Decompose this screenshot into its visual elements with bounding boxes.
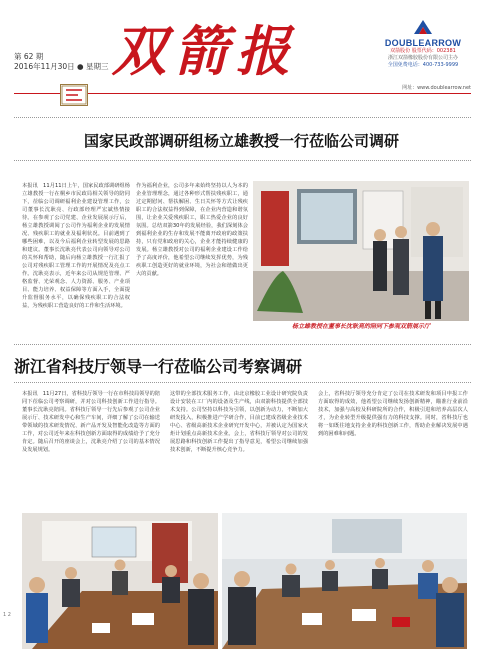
issue-date: 2016年11月30日 ● 星期三 [14,62,109,71]
article2-headline-rule [14,382,471,383]
article2-headline: 浙江省科技厅领导一行莅临公司考察调研 [14,357,303,376]
column-logo-icon [60,84,88,106]
article1-photo-caption: 杨立雄教授在董事长沈耿亮的陪同下参观双箭展示厅 [253,321,469,333]
article1-headline: 国家民政部调研组杨立雄教授一行莅临公司调研 [83,132,399,150]
page-side-mark: 1 2 [3,612,11,618]
article1-column2: 作为福利企业，公司多年来始终坚持以人为本的企业管理理念，通过各种形式帮扶残疾职工，通过定期慰问、帮扶解困、生日关怀等方式让残疾职工的合法权益得到保障，在企业内营造和谐氛围，让企业关爱残疾职工，职工热爱企业的良好氛围。总结双箭30年的发展经验，我们深刻体会到福利企业的生存和发展不能离开政府的政策扶持，只有党和政府的关心，企业才能持续健康的发展。杨立雄教授对公司的福利企业建设工作给予了高度评价，他希望公司继续发挥优势，为残疾职工创造更好的就业环境，为社会和谐做出更大的贡献。 [136,183,248,277]
article2-column1: 本报讯 11月27日，省科技厅领导一行在市科技局领导的陪同下莅临公司考察调研，并对公司科技创新工作进行指导。董事长沈耿亮陪同。省科技厅领导一行先后参观了公司企业展示厅、技术研发中心和生产车间，详细了解了公司在输送带领域的技术研发情况、新产品开发及智能化改造等方面的工作，对公司近年来在科技创新方面取得的成绩给予了充分肯定。随后召开的座谈会上，沈耿亮介绍了公司的基本情况及发展规划。 [22,391,160,453]
brand-line-host: 浙江双箭橡胶股份有限公司主办 [387,55,458,61]
brand-name: DOUBLEARROW [384,38,462,48]
masthead [0,0,483,100]
brand-block [375,18,471,69]
article2-photo-left [22,513,218,649]
article1-headline-rule [14,160,471,161]
brand-line-phone: 全国免费电话：400-733-9999 [387,62,459,68]
double-arrow-logo-icon [412,18,434,36]
section-divider-middle [14,344,471,345]
issue-number: 第 62 期 [14,52,44,61]
brand-line-stock: 双箭股份 股票代码：002381 [390,48,456,54]
website-url: 网址：www.doublearrow.net [402,85,471,91]
article1-column1: 本报讯 11月11日上午，国家民政部调研组杨立雄教授一行在桐乡市民政局相关领导的陪同下，莅临公司调研福利企业建设管理工作，公司董事长沈耿亮、行政部经理严宏斌热情接待。在参观了公司党建、企业发展展示厅后，杨立雄教授调阅了公司作为福利企业的发展情况、残疾职工的就业及福利状况。目前遇到了哪些困难，以及今后福利企业转型发展的思路和建议。董事长沈耿亮代表公司向领导对公司的关怀和帮助，随后向杨立雄教授一行汇报了公司对残疾职工管理工作的开展情况及亮点工作。沈耿亮表示，近年来公司从规范管理、严格监督、光荣观念、人力资源、服务、产业项目、能力培养、权益保障等方面入手，全面提升监督服务水平，以确保残疾职工的合法权益，为残疾职工营造良好的工作和生活环境。 [22,183,130,309]
article2-photo-right [222,513,467,649]
article2-column3: 会上，省科技厅领导充分肯定了公司在技术研发和项目申报工作方面取得的成效，他希望公司继续发扬创新精神，瞄准行业前沿技术，加强与高校及科研院所的合作，积极引进和培养高层次人才，为企业转型升级提供强有力的科技支撑。同时，省科技厅也将一如既往地支持企业的科技创新工作，帮助企业解决发展中遇到的困难和问题。 [318,391,468,437]
article1-photo [253,181,469,321]
issue-info [14,52,109,72]
section-divider-top [14,117,471,118]
article2-column2: 这带的全部技术服务工作，由北京橡胶工业设计研究院负责设计安装在工厂内的设备及生产线，由双箭科技提供全部技术支持。公司坚持以科技为引领，以创新为动力，不断加大研发投入，积极推进产学研合作，目前已建成省级企业技术中心、省级高新技术企业研究开发中心，并被认定为国家火炬计划重点高新技术企业。会上，省科技厅领导对公司的发展思路和科技创新工作提出了指导意见，希望公司继续加强技术创新，不断提升核心竞争力。 [170,391,308,453]
newspaper-title: 双箭报 [112,19,298,83]
